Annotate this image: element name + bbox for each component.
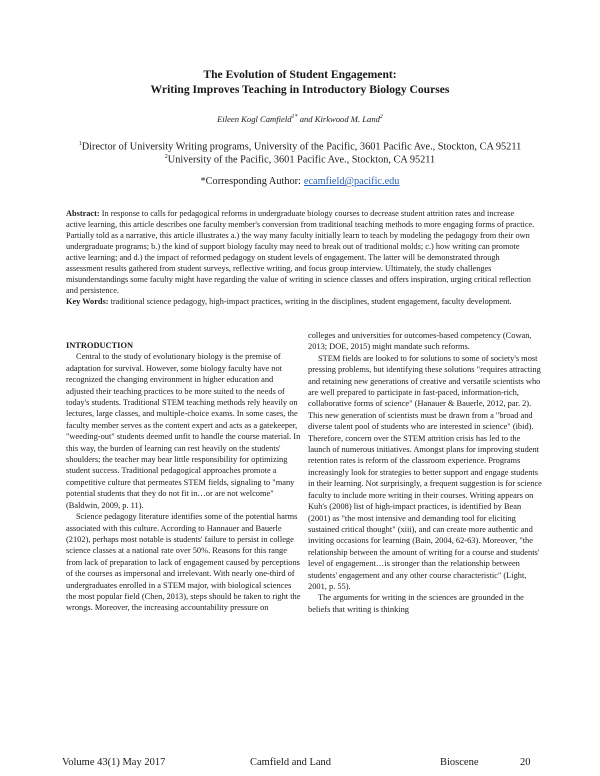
left-paragraph-1: Central to the study of evolutionary biology is the premise of adaptation for survival. However, some biology faculty have not recognized the changing environment in higher education and adjusted their teaching practices to be more suited to the needs of today's students. Traditional STEM teaching methods rely heavily on lectures, large classes, and multiple-choice exams. In some cases, the faculty member serves as the content expert and acts as a gatekeeper, "weeding-out" students deemed unfit to handle the course material. In this way, the burden of learning can rest heavily on the students' shoulders; the teacher may bear little responsibility for optimizing student success. Traditional pedagogical approaches promote a competitive culture that permeates STEM fields, signaling to "many potential students that they do not fit in…or are not welcome" (Baldwin, 2009, p. 11). <box>66 352 301 510</box>
right-column <box>308 330 543 615</box>
keywords <box>66 296 536 307</box>
author-1-mark: 1* <box>291 114 298 121</box>
right-paragraph-3: The arguments for writing in the sciences are grounded in the beliefs that writing is thinking <box>308 593 524 614</box>
section-heading-introduction: INTRODUCTION <box>66 341 134 350</box>
footer-page-number: 20 <box>520 757 531 768</box>
footer-authors: Camfield and Land <box>250 757 332 768</box>
paper-title-line2: Writing Improves Teaching in Introductory Biology Courses <box>150 83 450 96</box>
affiliation-1-text: Director of University Writing programs, University of the Pacific, 3601 Pacific Ave., Stockton, CA 95211 <box>81 141 522 153</box>
corresponding-author <box>0 176 600 187</box>
abstract-label: Abstract: <box>66 209 100 218</box>
left-paragraph-2: Science pedagogy literature identifies some of the potential harms associated with this culture. According to Hannauer and Bauerle (2102), perhaps most notable is students' failure to persist in college science classes at a national rate over 50%. Reasons for this range from lack of preparation to lack of engagement caused by perceptions of the courses as impersonal and irrelevant. With nearly one-third of undergraduates enrolled in a STEM major, with biological sciences the most popular field (Chen, 2013), steps should be taken to right the wrongs. Moreover, the increasing accountability pressure on <box>66 512 301 613</box>
footer-volume: Volume 43(1) May 2017 <box>62 757 166 768</box>
abstract-text: In response to calls for pedagogical reforms in undergraduate biology courses to decrease student attrition rates and increase active learning, this article describes one faculty member's conversion from traditional teaching methods to more engaging forms of practice. Partially told as a narrative, this article illustrates a.) the way many faculty initially learn to teach by modeling the pedagogy from their own undergraduate programs; b.) the kind of support biology faculty may need to break out of traditional molds; c.) how writing can promote active learning; and d.) the impact of reformed pedagogy on student levels of engagement. The latter will be demonstrated through assessment results gathered from student surveys, reflective writing, and focus group interview. Ultimately, the study challenges misunderstandings some faculty might have regarding the value of writing in science classes and offers inspiration, urging critical reflection and persistence. <box>66 209 535 295</box>
corresponding-email-link[interactable]: ecamfield@pacific.edu <box>303 176 400 187</box>
corresponding-label: *Corresponding Author: <box>200 176 301 187</box>
keywords-text: traditional science pedagogy, high-impact practices, writing in the disciplines, student engagement, faculty development. <box>110 297 512 306</box>
keywords-label: Key Words: <box>66 297 109 306</box>
affiliation-2 <box>0 151 600 166</box>
right-paragraph-1: colleges and universities for outcomes-based competency (Cowan, 2013; DOE, 2015) might mandate such reforms. <box>308 331 532 352</box>
author-2: Kirkwood M. Land <box>314 114 380 124</box>
right-paragraph-2: STEM fields are looked to for solutions to some of society's most pressing problems, but identifying these solutions "requires attracting and retaining new generations of creative and versatile scientists who are well prepared to participate in fast-paced, information-rich, collaborative forms of science" (Hanauer & Bauerle, 2012, par. 2). This new generation of scientists must be drawn from a "broad and diverse talent pool of students who are interested in science" (ibid). Therefore, concern over the STEM attrition crisis has led to the launch of numerous initiatives. Amongst plans for improving student retention rates is reform of the classroom experience. Programs increasingly look for strategies to better support and engage students in their learning. Not surprisingly, a frequent suggestion is for science faculty to include more writing in their courses. Writing appears on Kuh's (2008) list of high-impact practices, is identified by Bean (2001) as "the most intensive and demanding tool for eliciting sustained critical thought" (xiii), and can create more authentic and inviting occasions for learning (Bain, 2004, 62-63). Moreover, "the relationship between the amount of writing for a course and students' level of engagement…is stronger than the relationship between students' engagement and any other course characteristic" (Light, 2001, p. 55). <box>308 353 542 591</box>
affiliation-2-mark: 2 <box>164 154 168 160</box>
author-line <box>0 114 600 124</box>
footer-journal: Bioscene <box>440 757 479 768</box>
author-join: and <box>297 114 315 124</box>
abstract <box>66 208 536 296</box>
author-1: Eileen Kogl Camfield <box>217 114 292 124</box>
left-column <box>66 340 301 614</box>
affiliation-2-text: University of the Pacific, 3601 Pacific Ave., Stockton, CA 95211 <box>167 154 436 166</box>
author-2-mark: 2 <box>379 114 383 121</box>
paper-title-line1: The Evolution of Student Engagement: <box>203 68 397 81</box>
affiliation-1-mark: 1 <box>78 141 82 147</box>
